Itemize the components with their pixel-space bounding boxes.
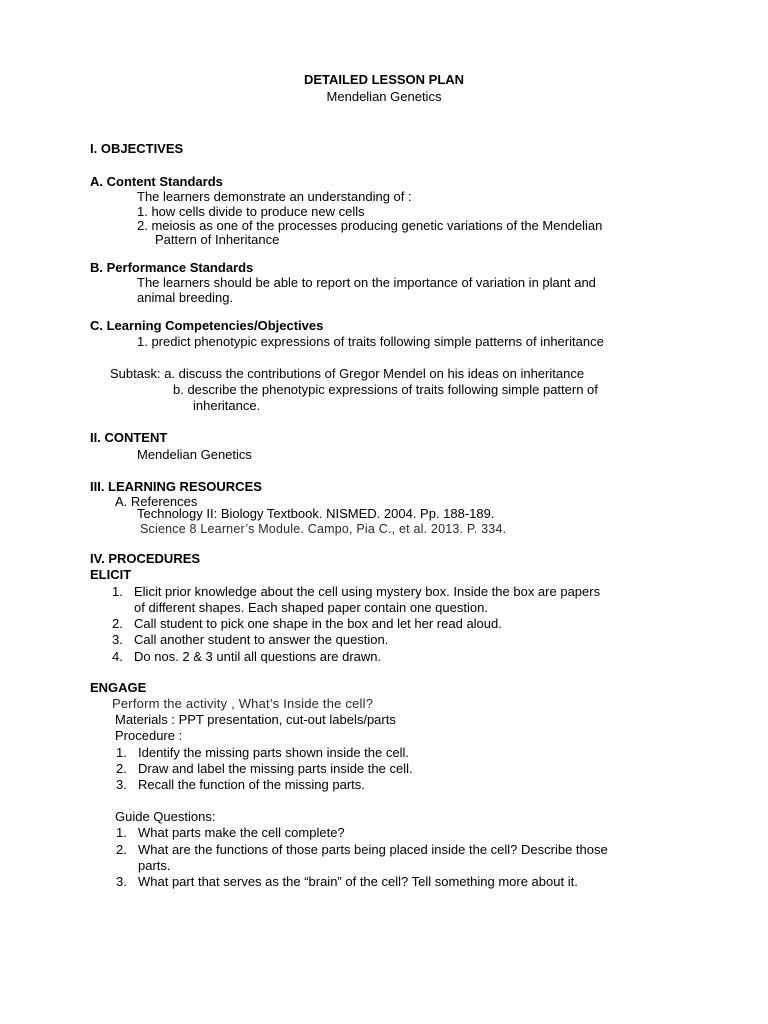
guide-question-1: What parts make the cell complete? [138,825,345,840]
performance-standards-heading: B. Performance Standards [90,260,254,275]
resources-heading: III. LEARNING RESOURCES [90,479,262,494]
guide-questions-label: Guide Questions: [115,809,216,824]
performance-standards-line-1: The learners should be able to report on the importance of variation in plant and [137,275,596,290]
engage-step-3-number: 3. [116,777,127,792]
guide-question-2: What are the functions of those parts being placed inside the cell? Describe those [138,842,608,857]
elicit-item-4: Do nos. 2 & 3 until all questions are drawn. [134,649,382,664]
engage-step-1: Identify the missing parts shown inside the cell. [138,745,409,760]
guide-question-2-number: 2. [116,842,127,857]
content-standards-item-2-cont: Pattern of Inheritance [155,232,280,247]
elicit-item-1-cont: of different shapes. Each shaped paper contain one question. [134,600,488,615]
content-standards-item-2: 2. meiosis as one of the processes producing genetic variations of the Mendelian [137,218,603,233]
reference-2: Science 8 Learner’s Module. Campo, Pia C., et al. 2013. P. 334. [140,522,507,536]
elicit-item-1: Elicit prior knowledge about the cell using mystery box. Inside the box are papers [134,584,601,599]
content-text: Mendelian Genetics [137,447,252,462]
engage-materials: Materials : PPT presentation, cut-out labels/parts [115,712,396,727]
reference-1: Technology II: Biology Textbook. NISMED. 2004. Pp. 188-189. [137,506,495,521]
elicit-item-1-number: 1. [112,584,123,599]
procedures-heading: IV. PROCEDURES [90,551,201,566]
engage-heading: ENGAGE [90,680,147,695]
engage-step-2: Draw and label the missing parts inside the cell. [138,761,413,776]
content-heading: II. CONTENT [90,430,168,445]
elicit-heading: ELICIT [90,567,132,582]
content-standards-intro: The learners demonstrate an understanding of : [137,189,412,204]
competency-item-1: 1. predict phenotypic expressions of traits following simple patterns of inheritance [137,334,604,349]
elicit-item-4-number: 4. [112,649,123,664]
elicit-item-2-number: 2. [112,616,123,631]
guide-question-2-cont: parts. [138,858,171,873]
elicit-item-2: Call student to pick one shape in the box and let her read aloud. [134,616,502,631]
performance-standards-line-2: animal breeding. [137,290,234,305]
content-standards-item-1: 1. how cells divide to produce new cells [137,204,365,219]
elicit-item-3: Call another student to answer the question. [134,632,389,647]
objectives-heading: I. OBJECTIVES [90,141,184,156]
competencies-heading: C. Learning Competencies/Objectives [90,318,324,333]
engage-step-2-number: 2. [116,761,127,776]
subtask-b-cont: inheritance. [193,398,261,413]
guide-question-3: What part that serves as the “brain” of the cell? Tell something more about it. [138,874,578,889]
document-subtitle: Mendelian Genetics [326,89,442,104]
subtask-b: b. describe the phenotypic expressions of traits following simple pattern of [173,382,598,397]
engage-procedure-label: Procedure : [115,728,183,743]
subtask-a: Subtask: a. discuss the contributions of Gregor Mendel on his ideas on inheritance [110,366,585,381]
guide-question-3-number: 3. [116,874,127,889]
engage-step-3: Recall the function of the missing parts. [138,777,365,792]
engage-activity: Perform the activity , What’s Inside the cell? [112,696,374,711]
guide-question-1-number: 1. [116,825,127,840]
engage-step-1-number: 1. [116,745,127,760]
elicit-item-3-number: 3. [112,632,123,647]
references-label: A. References [115,494,198,509]
document-title: DETAILED LESSON PLAN [303,72,465,87]
content-standards-heading: A. Content Standards [90,174,223,189]
